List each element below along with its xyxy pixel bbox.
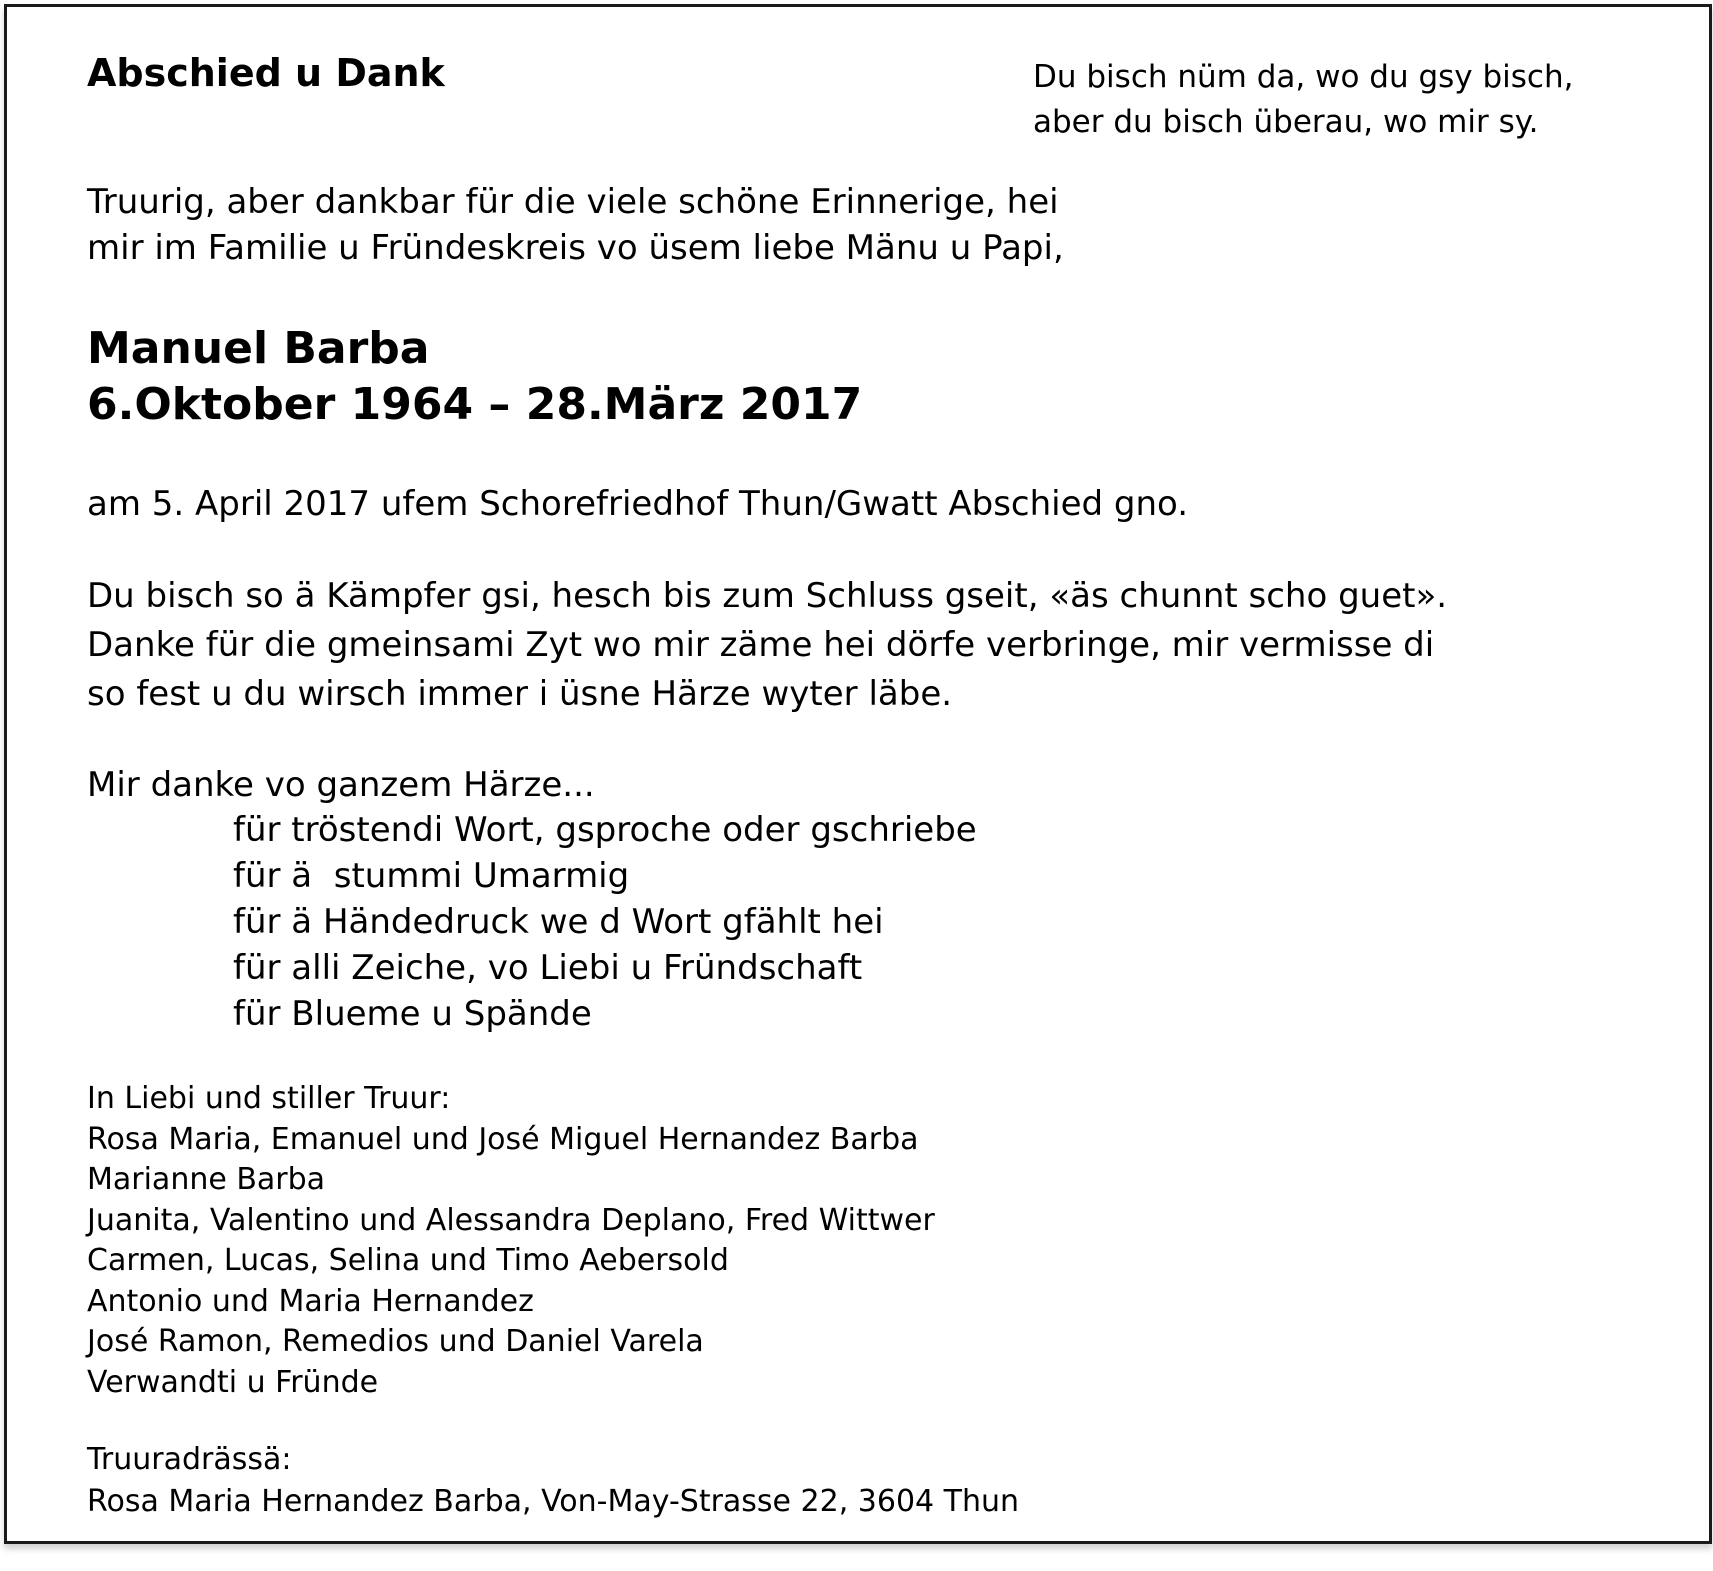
- farewell-line: am 5. April 2017 ufem Schorefriedhof Thun/Gwatt Abschied gno.: [87, 484, 1189, 524]
- mourner-name: Marianne Barba: [87, 1162, 326, 1197]
- deceased-name: Manuel Barba: [87, 323, 430, 374]
- thanks-intro: Mir danke vo ganzem Härze...: [87, 765, 595, 805]
- motto-line: Du bisch nüm da, wo du gsy bisch,: [1033, 59, 1574, 95]
- thanks-list: [233, 807, 977, 1037]
- intro-line: mir im Familie u Fründeskreis vo üsem liebe Mänu u Papi,: [87, 228, 1064, 268]
- mourner-name: Carmen, Lucas, Selina und Timo Aebersold: [87, 1243, 729, 1278]
- fighter-line: Du bisch so ä Kämpfer gsi, hesch bis zum Schluss gseit, «äs chunnt scho guet».: [87, 576, 1448, 616]
- mourning-address: [87, 1439, 1019, 1523]
- motto-line: aber du bisch überau, wo mir sy.: [1033, 104, 1539, 140]
- deceased-block: [87, 321, 862, 433]
- thanks-item: für ä Händedruck we d Wort gfählt hei: [233, 902, 884, 942]
- mourner-name: Antonio und Maria Hernandez: [87, 1283, 534, 1319]
- fighter-paragraph: [87, 572, 1447, 719]
- thanks-item: für ä stummi Umarmig: [233, 856, 630, 896]
- motto-quote: [1033, 55, 1573, 145]
- intro-line: Truurig, aber dankbar für die viele schöne Erinnerige, hei: [87, 182, 1059, 222]
- mourners-intro: In Liebi und stiller Truur:: [87, 1081, 451, 1116]
- deceased-dates: 6.Oktober 1964 – 28.März 2017: [87, 379, 863, 430]
- mourner-name: José Ramon, Remedios und Daniel Varela: [87, 1324, 704, 1359]
- thanks-item: für alli Zeiche, vo Liebi u Fründschaft: [233, 948, 863, 988]
- intro-paragraph: [87, 179, 1064, 271]
- notice-heading: Abschied u Dank: [87, 51, 445, 95]
- mourner-name: Juanita, Valentino und Alessandra Deplano, Fred Wittwer: [87, 1202, 935, 1238]
- fighter-line: Danke für die gmeinsami Zyt wo mir zäme hei dörfe verbringe, mir vermisse di: [87, 625, 1435, 665]
- thanks-item: für Blueme u Spände: [233, 994, 592, 1034]
- mourner-name: Verwandti u Fründe: [87, 1364, 379, 1400]
- address-value: Rosa Maria Hernandez Barba, Von-May-Strasse 22, 3604 Thun: [87, 1484, 1020, 1519]
- address-label: Truuradrässä:: [87, 1442, 292, 1477]
- mourner-name: Rosa Maria, Emanuel und José Miguel Hernandez Barba: [87, 1121, 919, 1157]
- fighter-line: so fest u du wirsch immer i üsne Härze wyter läbe.: [87, 674, 953, 714]
- notice-frame: [4, 4, 1712, 1544]
- thanks-item: für tröstendi Wort, gsproche oder gschriebe: [233, 810, 977, 850]
- mourners-list: [87, 1079, 935, 1403]
